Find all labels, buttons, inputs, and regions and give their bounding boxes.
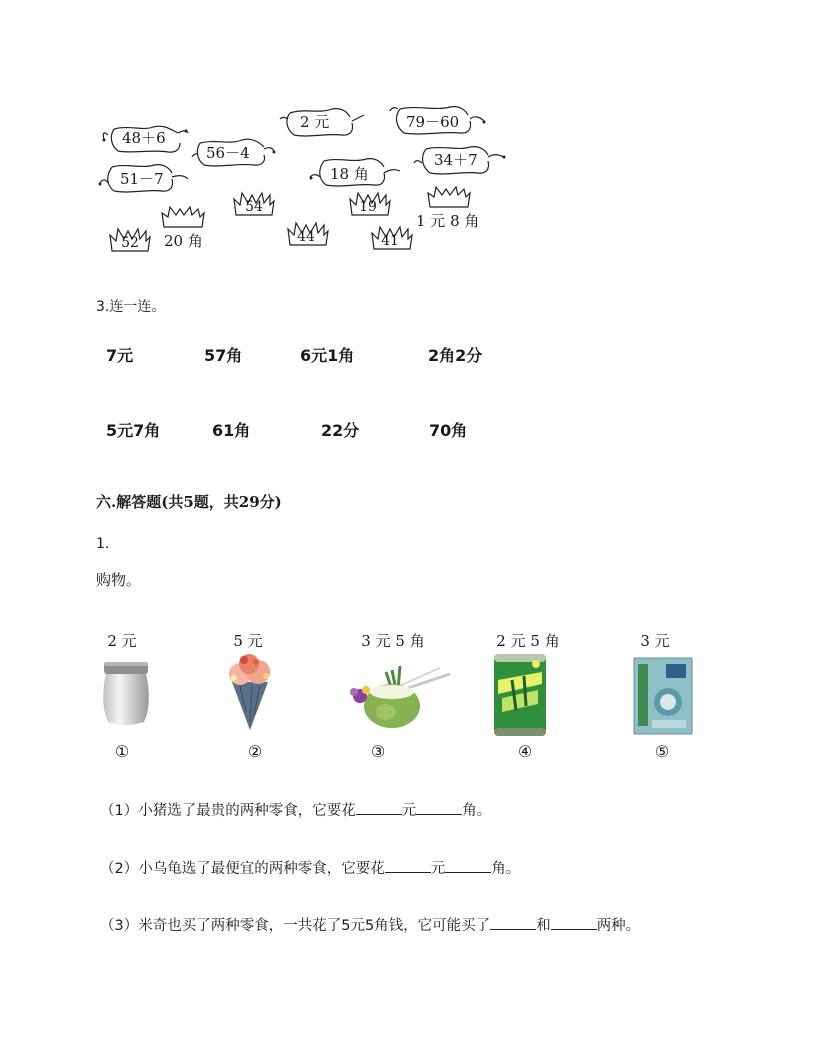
question-text: （2）小乌龟选了最便宜的两种零食，它要花 (100, 861, 385, 877)
question-line (100, 857, 520, 878)
question-text: 角。 (491, 861, 521, 877)
grass-outline (160, 205, 206, 229)
caterpillar-card (412, 143, 508, 177)
ice-cream-cone-icon (222, 652, 278, 732)
caterpillar-card (276, 105, 368, 139)
match-item-top[interactable]: 6元1角 (300, 346, 355, 365)
caterpillar-card (308, 155, 404, 189)
item-marker: ⑤ (654, 742, 670, 761)
match-item-top[interactable]: 2角2分 (428, 346, 483, 365)
question-text: 两种。 (596, 918, 641, 934)
question-line (100, 799, 491, 820)
caterpillar-card (98, 121, 193, 155)
match-item-bottom[interactable]: 61角 (212, 421, 251, 440)
caterpillar-expression: 56－4 (206, 144, 250, 162)
grass-tuft (160, 205, 206, 229)
item-price: 5 元 (233, 632, 263, 650)
grass-outline (426, 185, 472, 209)
grass-value-label: 1 元 8 角 (416, 212, 480, 230)
caterpillar-card (388, 103, 488, 137)
caterpillar-expression: 34＋7 (434, 151, 478, 169)
item-marker: ① (114, 742, 130, 761)
grass-tuft (370, 225, 414, 251)
coconut-drink-icon (340, 660, 452, 732)
yogurt-jar-icon (100, 660, 152, 726)
question-text: 元 (430, 861, 446, 877)
grass-value-label: 20 角 (164, 232, 203, 250)
item-price: 2 元 (107, 632, 137, 650)
question-number: 1. (96, 536, 110, 552)
match-item-top[interactable]: 7元 (106, 346, 134, 365)
grass-tuft (348, 191, 392, 217)
question-intro: 购物。 (96, 571, 142, 589)
match-item-bottom[interactable]: 70角 (429, 421, 468, 440)
question-text: 和 (536, 918, 551, 934)
caterpillar-expression: 79－60 (406, 113, 460, 131)
caterpillar-expression: 51－7 (120, 170, 164, 188)
caterpillar-card (188, 135, 278, 169)
answer-blank[interactable] (490, 915, 536, 930)
grass-number: 54 (245, 199, 263, 215)
item-price: 3 元 (640, 632, 670, 650)
question-text: （1）小猪选了最贵的两种零食，它要花 (100, 803, 356, 819)
section-3-title: 3.连一连。 (96, 299, 166, 315)
caterpillar-expression: 48＋6 (122, 129, 166, 147)
caterpillar-card (96, 161, 192, 195)
match-item-bottom[interactable]: 5元7角 (106, 421, 161, 440)
match-item-bottom[interactable]: 22分 (321, 421, 360, 440)
question-text: 元 (401, 803, 417, 819)
grass-number: 44 (297, 229, 315, 245)
caterpillar-puzzle (90, 95, 530, 265)
item-price: 3 元 5 角 (361, 632, 425, 650)
answer-blank[interactable] (445, 858, 491, 873)
grass-number: 19 (359, 199, 377, 215)
grass-number: 41 (381, 233, 399, 249)
question-line (100, 914, 640, 935)
match-item-top[interactable]: 57角 (204, 346, 243, 365)
item-marker: ④ (517, 742, 533, 761)
grass-tuft (426, 185, 472, 209)
question-text: （3）米奇也买了两种零食，一共花了5元5角钱，它可能买了 (100, 918, 491, 934)
question-text: 角。 (462, 803, 492, 819)
coconut-milk-box-icon (632, 656, 694, 736)
green-drink-can-icon (492, 650, 548, 738)
item-price: 2 元 5 角 (496, 632, 560, 650)
item-marker: ③ (370, 742, 386, 761)
grass-tuft (232, 191, 276, 217)
answer-blank[interactable] (385, 858, 431, 873)
caterpillar-expression: 2 元 (300, 113, 330, 131)
grass-tuft (108, 227, 152, 253)
section-6-title: 六.解答题(共5题，共29分) (96, 493, 282, 511)
answer-blank[interactable] (551, 915, 597, 930)
grass-tuft (286, 221, 330, 247)
answer-blank[interactable] (356, 800, 402, 815)
caterpillar-expression: 18 角 (330, 165, 369, 183)
item-marker: ② (247, 742, 263, 761)
grass-number: 52 (121, 235, 139, 251)
answer-blank[interactable] (416, 800, 462, 815)
